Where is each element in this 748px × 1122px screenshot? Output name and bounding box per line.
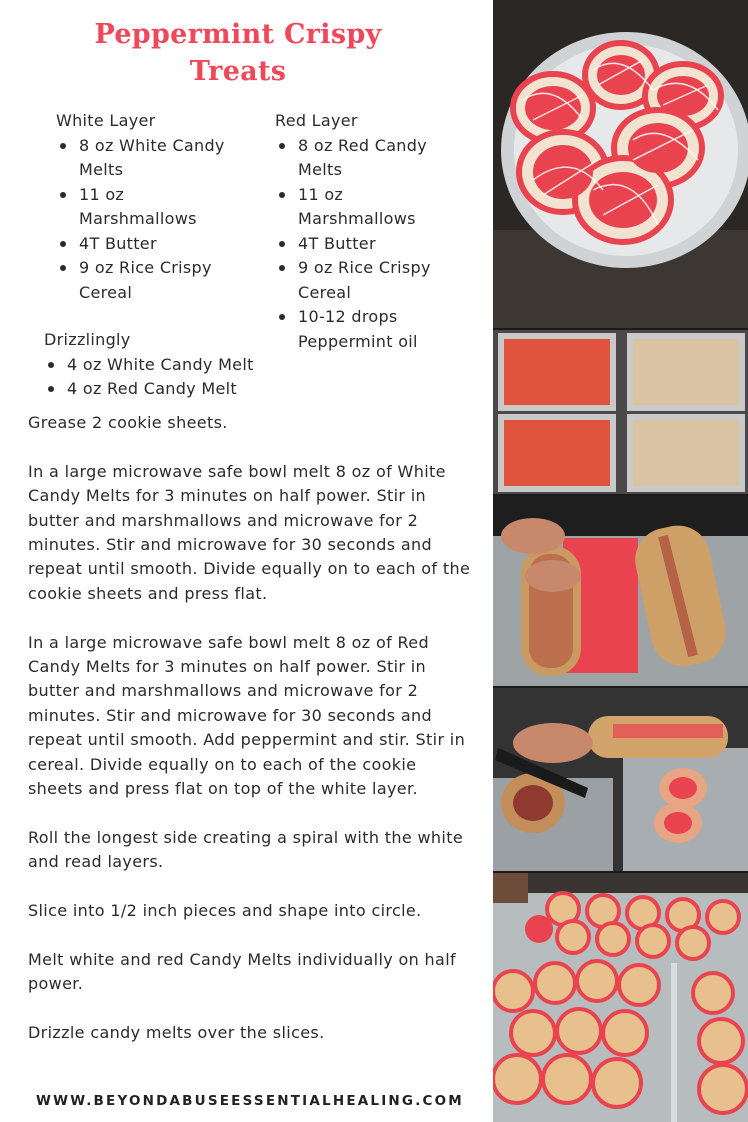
red-layer-heading: Red Layer — [275, 111, 358, 130]
title-line-1: Peppermint Crispy — [94, 19, 382, 50]
ingredient-item: 4T Butter — [275, 232, 465, 257]
photo-column — [493, 0, 748, 1122]
ingredient-item: 11 oz Marshmallows — [275, 183, 465, 232]
drizzle-heading: Drizzlingly — [44, 330, 131, 349]
ingredient-item: 9 oz Rice Crispy Cereal — [56, 256, 246, 305]
photo-rolling-spiral — [493, 496, 748, 686]
instruction-step: Grease 2 cookie sheets. — [28, 413, 228, 432]
ingredient-item: 8 oz Red Candy Melts — [275, 134, 465, 183]
photo-layered-trays — [493, 330, 748, 494]
white-layer-heading: White Layer — [56, 111, 156, 130]
ingredient-item: 10-12 drops Peppermint oil — [275, 305, 465, 354]
instruction-step: Roll the longest side creating a spiral with the white and read layers. — [28, 827, 464, 872]
red-layer-ingredients — [275, 109, 465, 354]
instruction-step: Drizzle candy melts over the slices. — [28, 1023, 325, 1043]
ingredient-item: 11 oz Marshmallows — [56, 183, 246, 232]
recipe-title — [0, 16, 476, 90]
photo-finished-treats — [493, 0, 748, 328]
white-layer-ingredients — [56, 109, 246, 305]
photo-slicing-roll — [493, 688, 748, 871]
instruction-step: Slice into 1/2 inch pieces and shape into circle. — [28, 901, 422, 921]
instruction-step: In a large microwave safe bowl melt 8 oz of White Candy Melts for 3 minutes on half power. Stir in butter and marshmallows and microwave for 2 minutes. Stir and microwave for 30 seconds and repeat until smooth. Divide equally on to each of the cookie sheets and press flat. — [28, 461, 471, 603]
website-url: WWW.BEYONDABUSEESSENTIALHEALING.COM — [36, 1093, 464, 1109]
title-line-2: Treats — [189, 56, 287, 87]
ingredient-item: 4 oz White Candy Melt — [44, 353, 284, 378]
instructions — [28, 411, 473, 1070]
instruction-step: Melt white and red Candy Melts individually on half power. — [28, 949, 456, 994]
ingredient-item: 4T Butter — [56, 232, 246, 257]
photo-slices-on-trays — [493, 873, 748, 1122]
drizzle-ingredients — [44, 328, 284, 402]
ingredient-item: 4 oz Red Candy Melt — [44, 377, 284, 402]
ingredient-item: 9 oz Rice Crispy Cereal — [275, 256, 465, 305]
instruction-step: In a large microwave safe bowl melt 8 oz of Red Candy Melts for 3 minutes on half power. Stir in butter and marshmallows and microwave for 2 minutes. Stir and microwave for 30 seconds and repeat until smooth. Add peppermint and stir. Stir in cereal. Divide equally on to each of the cookie sheets and press flat on top of the white layer. — [28, 632, 466, 799]
ingredient-item: 8 oz White Candy Melts — [56, 134, 246, 183]
